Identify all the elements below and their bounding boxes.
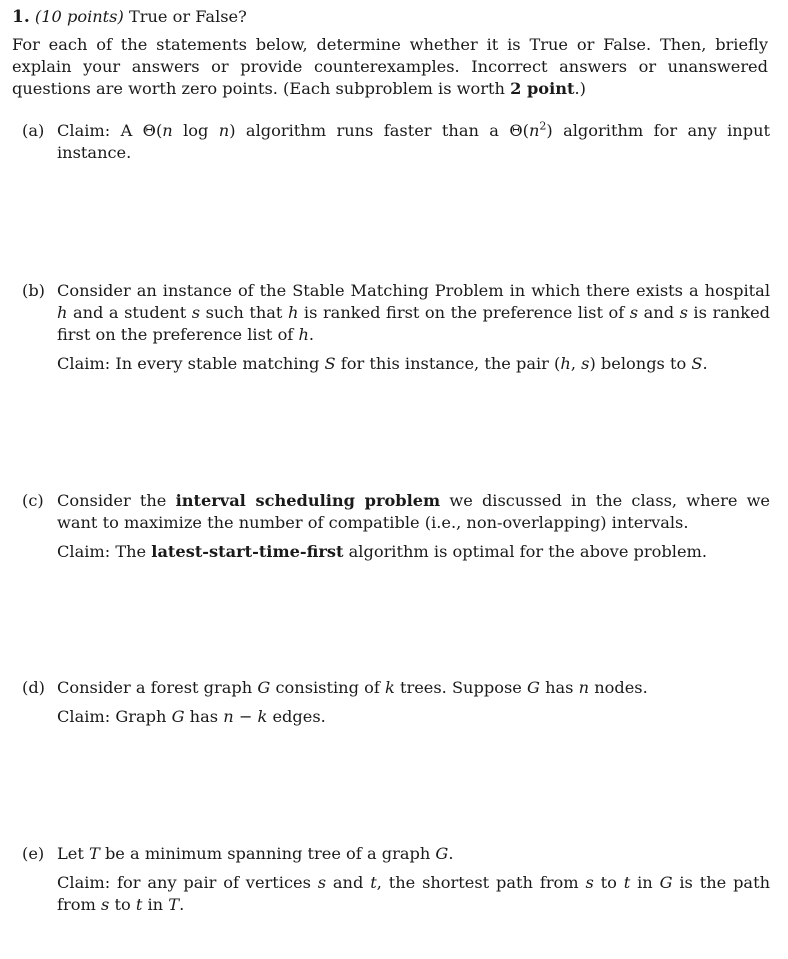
- subproblem-statement: Consider an instance of the Stable Matching Problem in which there exists a hospital h and a student s such that h is ranked first on the preference list of s and s is ranked first on the preference list of h.: [57, 281, 771, 344]
- instructions-text-end: .): [574, 79, 586, 98]
- subproblem-a: [22, 120, 770, 164]
- question-instructions: [12, 34, 768, 100]
- subproblem-statement: Consider a forest graph G consisting of k trees. Suppose G has n nodes.: [57, 678, 648, 697]
- subproblem-label: (c): [22, 491, 44, 510]
- subproblem-label: (e): [22, 844, 45, 863]
- subproblem-d: [22, 677, 770, 728]
- question-header: [12, 6, 772, 28]
- subproblem-claim: Claim: for any pair of vertices s and t, the shortest path from s to t in G is the path from s to t in T.: [57, 873, 771, 914]
- subproblem-label: (a): [22, 121, 45, 140]
- subproblem-claim: Claim: A Θ(n log n) algorithm runs faster than a $\Theta(n^2)$ algorithm for any input instance.: [57, 119, 771, 162]
- subproblem-claim: Claim: Graph G has n − k edges.: [57, 707, 326, 726]
- question-points: (10 points): [34, 7, 124, 26]
- subproblem-c: [22, 490, 770, 563]
- subproblem-claim: Claim: The latest-start-time-first algorithm is optimal for the above problem.: [57, 542, 708, 561]
- subproblem-statement: Let T be a minimum spanning tree of a graph G.: [57, 844, 454, 863]
- subproblem-claim: Claim: In every stable matching S for this instance, the pair (h, s) belongs to S.: [57, 354, 708, 373]
- subproblem-label: (d): [22, 678, 45, 697]
- instructions-points-emphasis: 2 point: [510, 79, 575, 98]
- instructions-text: For each of the statements below, determine whether it is True or False. Then, briefly explain your answers or provide counterexamples. Incorrect answers or unanswered questions are worth zero points. (Each subproblem is worth: [12, 35, 768, 98]
- question-title: True or False?: [128, 7, 247, 26]
- subproblem-e: [22, 843, 770, 916]
- subproblem-statement: Consider the interval scheduling problem we discussed in the class, where we want to maximize the number of compatible (i.e., non-overlapping) intervals.: [57, 491, 771, 532]
- subproblem-label: (b): [22, 281, 45, 300]
- question-number: 1.: [12, 7, 30, 27]
- subproblem-b: [22, 280, 770, 375]
